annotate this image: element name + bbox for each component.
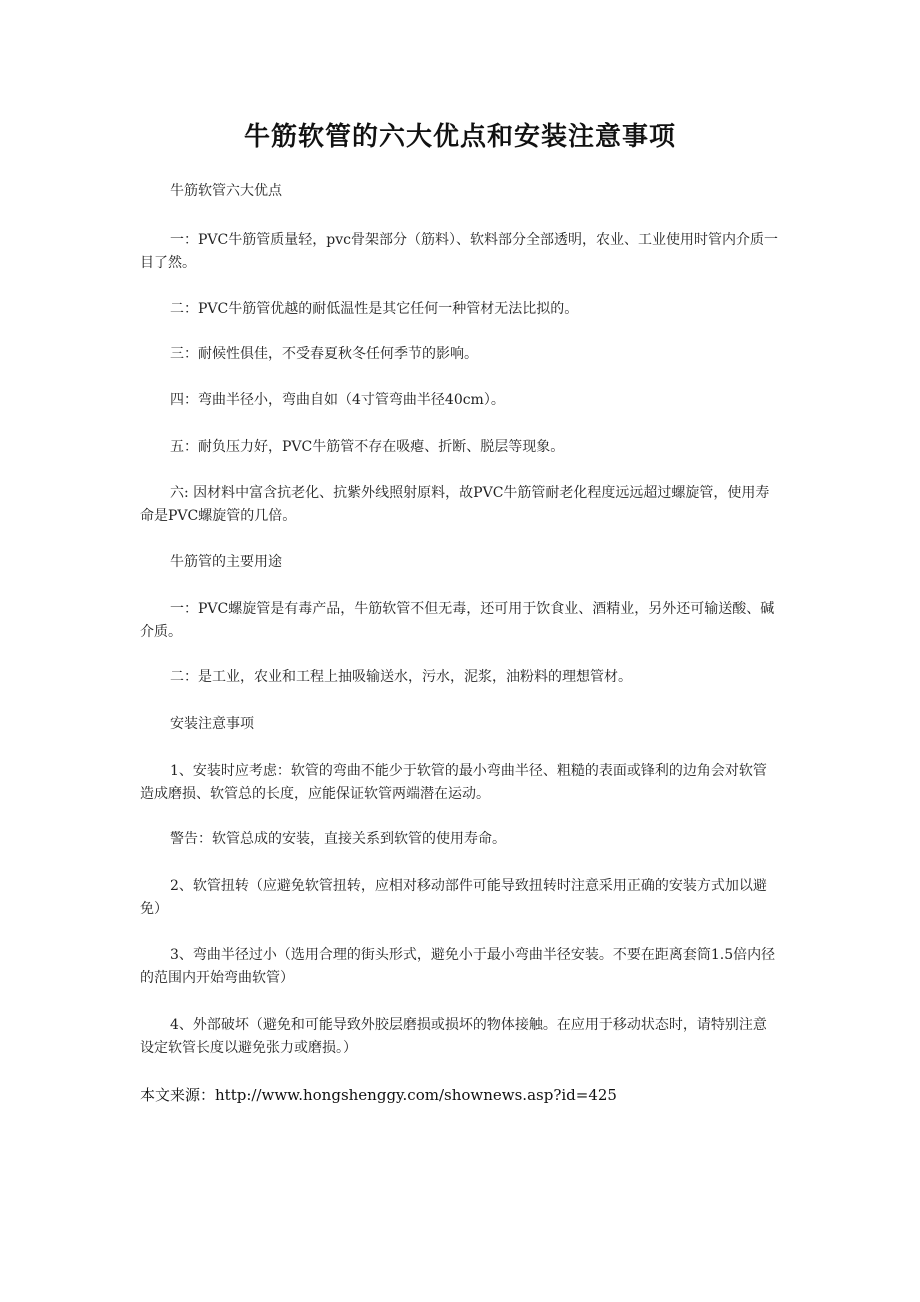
source-link[interactable]: 本文来源：http://www.hongshenggy.com/shownews.asp?id=425 — [140, 1086, 617, 1104]
use-2: 二：是工业，农业和工程上抽吸输送水，污水，泥浆，油粉料的理想管材。 — [170, 669, 632, 685]
install-note-3: 3、弯曲半径过小（选用合理的街头形式，避免小于最小弯曲半径安装。不要在距离套筒1.5倍内径的范围内开始弯曲软管） — [140, 947, 776, 986]
advantage-3: 三：耐候性俱佳，不受春夏秋冬任何季节的影响。 — [170, 346, 478, 362]
use-1: 一：PVC螺旋管是有毒产品，牛筋软管不但无毒，还可用于饮食业、酒精业，另外还可输送酸、碱介质。 — [140, 601, 775, 640]
advantage-2: 二：PVC牛筋管优越的耐低温性是其它任何一种管材无法比拟的。 — [170, 301, 579, 317]
section-heading-advantages: 牛筋软管六大优点 — [170, 183, 282, 199]
document-title: 牛筋软管的六大优点和安装注意事项 — [243, 122, 676, 152]
section-heading-uses: 牛筋管的主要用途 — [170, 554, 282, 570]
advantage-4: 四：弯曲半径小，弯曲自如（4寸管弯曲半径40cm）。 — [170, 392, 505, 408]
install-note-2: 2、软管扭转（应避免软管扭转，应相对移动部件可能导致扭转时注意采用正确的安装方式加以避免） — [140, 878, 767, 917]
install-note-1: 1、安装时应考虑：软管的弯曲不能少于软管的最小弯曲半径、粗糙的表面或锋利的边角会对软管造成磨损、软管总的长度，应能保证软管两端潜在运动。 — [140, 763, 767, 802]
install-warning: 警告：软管总成的安装，直接关系到软管的使用寿命。 — [170, 831, 506, 847]
advantage-5: 五：耐负压力好，PVC牛筋管不存在吸瘪、折断、脱层等现象。 — [170, 439, 565, 455]
advantage-1: 一：PVC牛筋管质量轻，pvc骨架部分（筋料）、软料部分全部透明，农业、工业使用时管内介质一目了然。 — [140, 232, 778, 271]
install-note-4: 4、外部破坏（避免和可能导致外胶层磨损或损坏的物体接触。在应用于移动状态时，请特别注意设定软管长度以避免张力或磨损。） — [140, 1017, 767, 1056]
advantage-6: 六: 因材料中富含抗老化、抗紫外线照射原料，故PVC牛筋管耐老化程度远远超过螺旋管，使用寿命是PVC螺旋管的几倍。 — [140, 485, 770, 524]
section-heading-installation: 安装注意事项 — [170, 716, 254, 732]
